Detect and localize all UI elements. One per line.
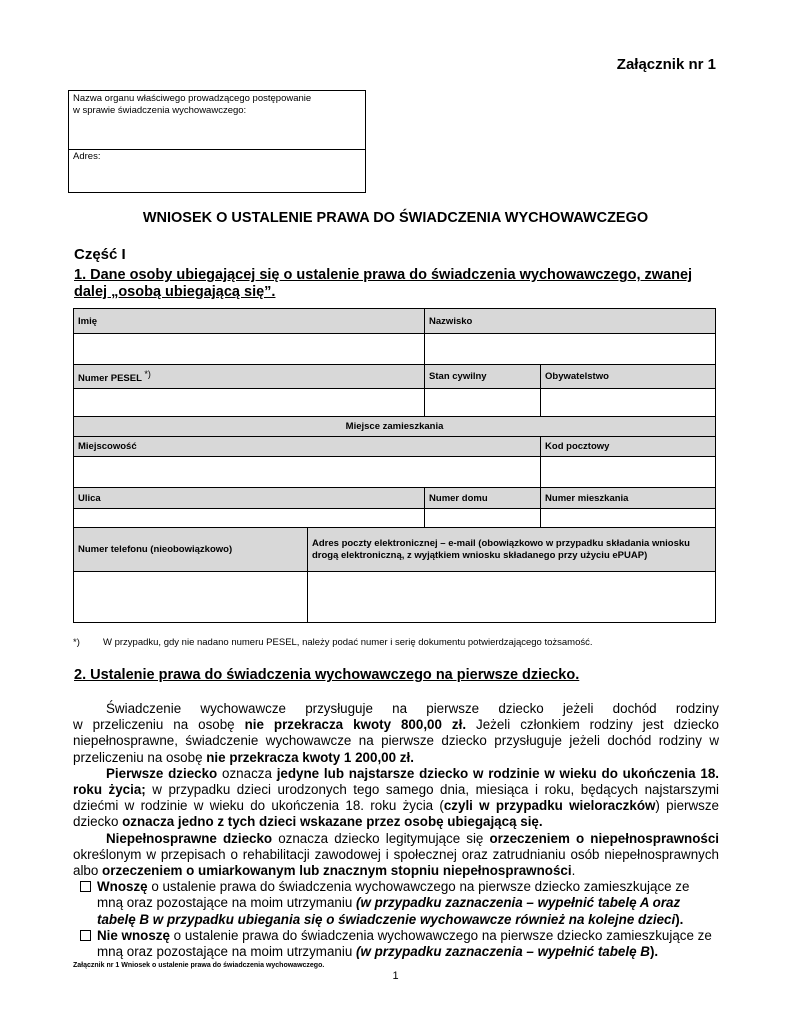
- organ-address-label: Adres:: [73, 151, 101, 162]
- opt1-end: ).: [675, 911, 684, 927]
- postal-code-label: Kod pocztowy: [541, 437, 716, 457]
- annex-title: Załącznik nr 1: [616, 56, 716, 73]
- postal-code-field[interactable]: [541, 457, 716, 488]
- p2-bold-4: oznacza jedno z tych dzieci wskazane przez osobę ubiegającą się.: [122, 814, 543, 830]
- apartment-number-label: Numer mieszkania: [541, 488, 716, 509]
- house-number-field[interactable]: [425, 509, 541, 528]
- last-name-field[interactable]: [425, 334, 716, 365]
- p1-line1: Świadczenie wychowawcze przysługuje na pierwsze dziecko jeżeli dochód rodziny: [106, 701, 719, 716]
- citizenship-label: Obywatelstwo: [541, 365, 716, 389]
- organ-address-cell[interactable]: [69, 150, 365, 163]
- opt1-bold: Wnoszę: [97, 879, 148, 895]
- pesel-footnote-mark: *): [144, 368, 151, 379]
- opt1-instruction: (w przypadku zaznaczenia – wypełnić tabelę A oraz tabelę B w przypadku ubiegania się o świadczenie wychowawcze również na kolejne dzieci: [97, 895, 681, 927]
- footer-note: Załącznik nr 1 Wniosek o ustalenie prawa do świadczenia wychowawczego.: [73, 962, 325, 969]
- p2-bold-2: jedyne lub najstarsze dziecko w rodzinie w wieku do ukończenia 18. roku życia;: [73, 765, 720, 798]
- organ-name-label-1: Nazwa organu właściwego prowadzącego postępowanie: [73, 93, 312, 104]
- marital-status-label: Stan cywilny: [425, 365, 541, 389]
- paragraph-first-child-definition: [73, 766, 719, 831]
- section2-body: [73, 701, 719, 960]
- opt2-bold: Nie wnoszę: [97, 927, 170, 943]
- option-not-apply: [73, 928, 719, 960]
- opt2-instruction: (w przypadku zaznaczenia – wypełnić tabelę B: [356, 944, 650, 960]
- opt2-end: ).: [649, 944, 659, 960]
- organ-name-cell[interactable]: [69, 91, 365, 150]
- p3-bold-3: orzeczeniem o umiarkowanym lub znacznym stopniu niepełnosprawności: [102, 863, 572, 879]
- marital-status-field[interactable]: [425, 389, 541, 417]
- page-number: 1: [392, 970, 399, 982]
- citizenship-field[interactable]: [541, 389, 716, 417]
- email-field[interactable]: [308, 572, 716, 623]
- first-name-label: Imię: [74, 309, 425, 334]
- opt1-text: o ustalenie prawa do świadczenia wychowawczego na pierwsze dziecko zamieszkujące ze mną oraz pozostające na moim utrzymaniu: [97, 879, 690, 911]
- last-name-label: Nazwisko: [425, 309, 716, 334]
- footnote-mark: *): [73, 637, 80, 648]
- email-label: Adres poczty elektronicznej – e-mail (obowiązkowo w przypadku składania wniosku drogą elektroniczną, z wyjątkiem wniosku składanego przy użyciu ePUAP): [308, 528, 716, 572]
- p1-bold-b: nie przekracza kwoty 800,00 zł.: [244, 717, 467, 733]
- main-title: WNIOSEK O USTALENIE PRAWA DO ŚWIADCZENIA WYCHOWAWCZEGO: [142, 210, 649, 226]
- p2-text-a: oznacza: [217, 765, 277, 781]
- organ-box: [68, 90, 366, 193]
- phone-field[interactable]: [74, 572, 308, 623]
- p2-bold-3: czyli w przypadku wieloraczków: [443, 798, 656, 814]
- p3-text-c: .: [571, 863, 576, 879]
- p1-text-b: w przeliczeniu na osobę: [73, 717, 245, 733]
- p3-text-a: oznacza dziecko legitymujące się: [272, 830, 490, 846]
- p3-text-b: określonym w przepisach o rehabilitacji zawodowej i społecznej oraz zatrudnianiu osób niepełnosprawnych albo: [73, 846, 719, 879]
- first-name-field[interactable]: [74, 334, 425, 365]
- apartment-number-field[interactable]: [541, 509, 716, 528]
- p2-bold-1: Pierwsze dziecko: [106, 765, 218, 781]
- apply-checkbox[interactable]: [80, 881, 91, 892]
- opt2-text: o ustalenie prawa do świadczenia wychowawczego na pierwsze dziecko zamieszkujące ze mną oraz pozostające na moim utrzymaniu: [97, 927, 712, 960]
- street-field[interactable]: [74, 509, 425, 528]
- p1-text-c: Jeżeli członkiem rodziny jest dziecko niepełnosprawne, świadczenie wychowawcze na pierwsze dziecko przysługuje jeżeli dochód rodziny w przeliczeniu na osobę: [73, 717, 720, 765]
- street-label: Ulica: [74, 488, 425, 509]
- paragraph-income-threshold: [73, 717, 719, 766]
- section1-title: 1. Dane osoby ubiegającej się o ustalenie prawa do świadczenia wychowawczego, zwanej dalej „osobą ubiegającą się”.: [74, 267, 693, 300]
- house-number-label: Numer domu: [425, 488, 541, 509]
- not-apply-checkbox[interactable]: [80, 930, 91, 941]
- p1-bold-c: nie przekracza kwoty 1 200,00 zł.: [206, 749, 414, 765]
- residence-header: Miejsce zamieszkania: [74, 417, 716, 437]
- pesel-label: [74, 365, 425, 389]
- p2-text-c: ) pierwsze dziecko: [73, 798, 719, 830]
- p3-bold-1: Niepełnosprawne dziecko: [106, 830, 273, 846]
- p2-text-b: w przypadku dzieci urodzonych tego samego dnia, miesiąca i roku, będących najstarszymi dziećmi w rodzinie w wieku do ukończenia 18. roku życia (: [73, 782, 719, 814]
- section2-title: 2. Ustalenie prawa do świadczenia wychowawczego na pierwsze dziecko.: [74, 667, 580, 683]
- locality-field[interactable]: [74, 457, 541, 488]
- applicant-form-table: [73, 308, 716, 623]
- pesel-field[interactable]: [74, 389, 425, 417]
- phone-label: Numer telefonu (nieobowiązkowo): [74, 528, 308, 572]
- part-title: Część I: [74, 246, 126, 263]
- pesel-label-text: Numer PESEL: [78, 373, 142, 385]
- p3-bold-2: orzeczeniem o niepełnosprawności: [489, 830, 719, 846]
- footnote-text: W przypadku, gdy nie nadano numeru PESEL, należy podać numer i serię dokumentu potwierdzającego tożsamość.: [103, 637, 593, 648]
- option-apply: [73, 879, 719, 928]
- paragraph-disabled-child-definition: [73, 831, 719, 880]
- pesel-footnote: [73, 637, 593, 648]
- organ-name-label-2: w sprawie świadczenia wychowawczego:: [73, 105, 247, 116]
- locality-label: Miejscowość: [74, 437, 541, 457]
